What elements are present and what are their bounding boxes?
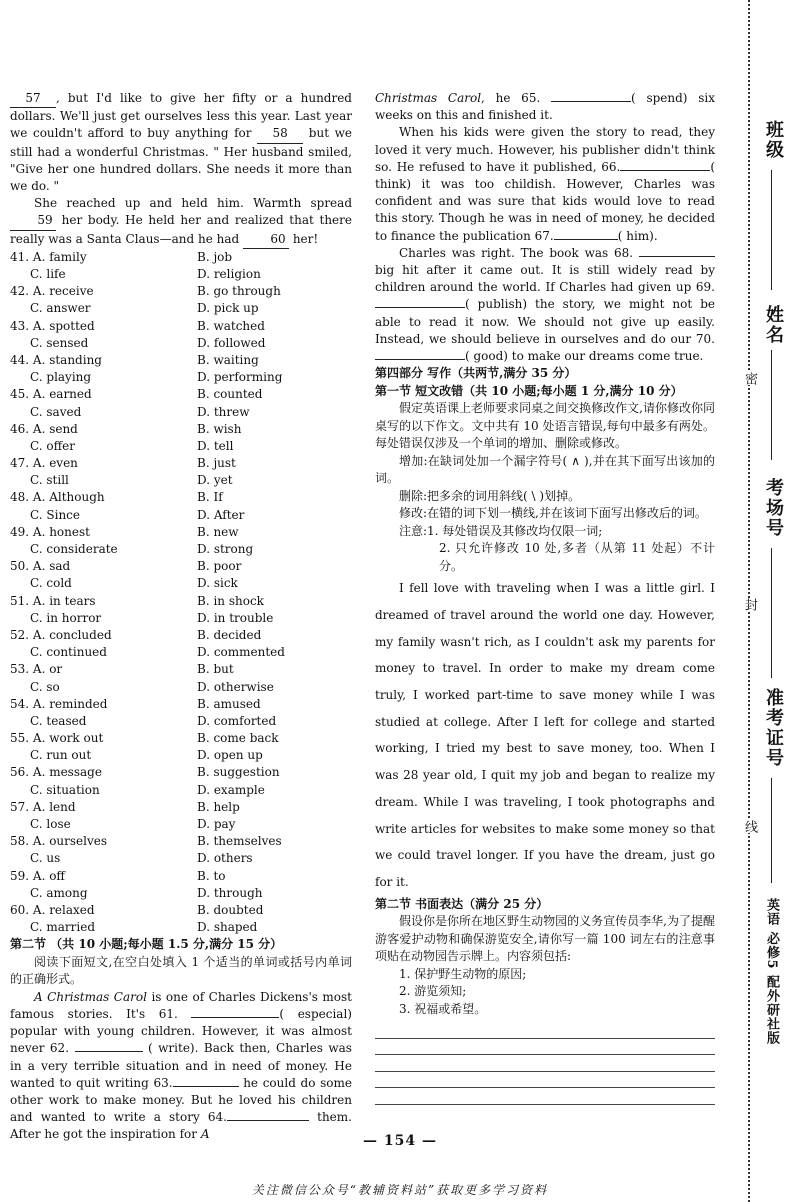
option-a[interactable]: C. life: [30, 267, 66, 282]
option-row: [10, 610, 352, 627]
option-a[interactable]: 48. A. Although: [10, 490, 105, 505]
rule-modify: 修改:在错的词下划一横线,并在该词下面写出修改后的词。: [399, 506, 707, 521]
option-row: [10, 747, 352, 764]
option-row: [10, 885, 352, 902]
option-row: [10, 266, 352, 283]
section2-heading: 第二节 （共 10 小题;每小题 1.5 分,满分 15 分）: [10, 937, 283, 952]
option-a[interactable]: C. considerate: [30, 542, 118, 557]
option-a[interactable]: C. still: [30, 473, 69, 488]
option-a[interactable]: C. continued: [30, 645, 107, 660]
option-row: [10, 782, 352, 799]
answer-line[interactable]: [375, 1088, 715, 1105]
option-a[interactable]: C. sensed: [30, 335, 89, 350]
option-b[interactable]: B. to: [197, 868, 226, 883]
option-row: [10, 489, 352, 506]
blank-68[interactable]: [639, 256, 715, 257]
option-a[interactable]: 52. A. concluded: [10, 627, 112, 642]
blank-60[interactable]: 60: [243, 231, 289, 249]
cloze-para2: When his kids were given the story to read, they loved it very much. However, his publisher didn't think so. He refused to have it published, 66. ( think) it was too childish. However, Charles was confident and was sure that kids would love to read this story. Though he was in need of money, he decided to finance the publication 67. ( him).: [375, 125, 715, 243]
blank-69[interactable]: [375, 307, 465, 308]
option-row: [10, 593, 352, 610]
option-b[interactable]: D. commented: [197, 645, 285, 660]
option-a[interactable]: 56. A. message: [10, 765, 102, 780]
option-row: [10, 713, 352, 730]
option-b[interactable]: D. in trouble: [197, 610, 274, 625]
right-column: [375, 90, 715, 1105]
writing-item-1: 1. 保护野生动物的原因;: [399, 966, 527, 981]
option-b[interactable]: D. comforted: [197, 713, 277, 728]
option-row: [10, 249, 352, 266]
option-b[interactable]: B. wish: [197, 421, 242, 436]
option-a[interactable]: 53. A. or: [10, 662, 63, 677]
section1-instructions: 假定英语课上老师要求同桌之间交换修改作文,请你修改你同桌写的以下作文。文中共有 10 处语言错误,每句中最多有两处。每处错误仅涉及一个单词的增加、删除或修改。: [375, 401, 715, 451]
option-row: [10, 799, 352, 816]
option-a[interactable]: C. lose: [30, 817, 71, 832]
option-a[interactable]: 41. A. family: [10, 249, 87, 264]
option-a[interactable]: 45. A. earned: [10, 387, 92, 402]
option-a[interactable]: 43. A. spotted: [10, 318, 95, 333]
option-row: [10, 524, 352, 541]
blank-66[interactable]: [620, 170, 710, 171]
option-row: [10, 764, 352, 781]
seal-mi: 密: [742, 372, 757, 385]
option-b[interactable]: D. pick up: [197, 301, 259, 316]
option-b[interactable]: D. After: [197, 507, 245, 522]
option-row: [10, 404, 352, 421]
blank-63[interactable]: [173, 1086, 239, 1087]
note-1: 注意:1. 每处错误及其修改均仅限一词;: [399, 523, 603, 538]
passage-end: 57 , but I'd like to give her fifty or a hundred dollars. We'll just get ourselves less this year. Last year we couldn't afford to buy anything for 58 but we still had a wonderful Christmas. " Her husband smiled, "Give her one hundred dollars. She needs it more than we do. ": [10, 91, 352, 194]
option-b[interactable]: D. pay: [197, 817, 236, 832]
option-row: [10, 541, 352, 558]
section2-instructions: 阅读下面短文,在空白处填入 1 个适当的单词或括号内单词的正确形式。: [10, 954, 352, 987]
option-a[interactable]: 46. A. send: [10, 421, 78, 436]
option-a[interactable]: 49. A. honest: [10, 524, 90, 539]
rule-delete: 删除:把多余的词用斜线( \ )划掉。: [399, 488, 581, 503]
option-b[interactable]: B. just: [197, 456, 236, 471]
answer-options: [10, 249, 352, 937]
option-b[interactable]: B. waiting: [197, 352, 259, 367]
option-a[interactable]: 54. A. reminded: [10, 696, 108, 711]
option-row: [10, 661, 352, 678]
option-row: [10, 318, 352, 335]
answer-line[interactable]: [375, 1039, 715, 1056]
option-row: [10, 507, 352, 524]
binding-margin: [726, 0, 800, 1202]
option-a[interactable]: 51. A. in tears: [10, 593, 96, 608]
option-row: [10, 816, 352, 833]
option-row: [10, 833, 352, 850]
option-b[interactable]: D. strong: [197, 542, 254, 557]
option-a[interactable]: C. saved: [30, 404, 82, 419]
option-a[interactable]: C. offer: [30, 438, 75, 453]
option-row: [10, 438, 352, 455]
option-b[interactable]: B. If: [197, 490, 223, 505]
error-correction-essay[interactable]: I fell love with traveling when I was a little girl. I dreamed of travel around the world one day. However, my family wasn't rich, as I couldn't ask my parents for money to travel. In order to make my dream come truly, I worked part-time to save money while I was studied at college. After I left for college and started working, I tried my best to save money, too. When I was 28 year old, I quit my job and began to realize my dream. While I was traveling, I took photographs and write articles for websites to make some money so that we could travel longer. If you have the dream, just go for it.: [375, 581, 715, 889]
option-b[interactable]: D. others: [197, 851, 253, 866]
writing-item-3: 3. 祝福或希望。: [399, 1001, 487, 1016]
option-row: [10, 300, 352, 317]
option-a[interactable]: C. situation: [30, 782, 100, 797]
option-a[interactable]: 42. A. receive: [10, 284, 94, 299]
option-b[interactable]: D. threw: [197, 404, 250, 419]
option-b[interactable]: B. but: [197, 662, 234, 677]
writing-prompt: 假设你是你所在地区野生动物园的义务宣传员李华,为了提醒游客爱护动物和确保游览安全,请你写一篇 100 词左右的注意事项贴在动物园告示牌上。内容须包括:: [375, 914, 715, 964]
option-b[interactable]: D. yet: [197, 473, 233, 488]
option-a[interactable]: 60. A. relaxed: [10, 902, 95, 917]
option-a[interactable]: C. cold: [30, 576, 72, 591]
option-b[interactable]: B. job: [197, 249, 233, 264]
option-a[interactable]: C. teased: [30, 713, 87, 728]
option-row: [10, 369, 352, 386]
option-b[interactable]: B. poor: [197, 559, 242, 574]
answer-line[interactable]: [375, 1055, 715, 1072]
blank-57[interactable]: 57: [10, 90, 56, 108]
option-a[interactable]: 55. A. work out: [10, 731, 104, 746]
answer-lines[interactable]: [375, 1022, 715, 1105]
section1-heading: 第一节 短文改错（共 10 小题;每小题 1 分,满分 10 分）: [375, 383, 683, 398]
blank-58[interactable]: 58: [257, 125, 303, 143]
blank-61[interactable]: [191, 1017, 279, 1018]
option-a[interactable]: C. us: [30, 851, 61, 866]
blank-59[interactable]: 59: [10, 212, 56, 230]
option-b[interactable]: D. performing: [197, 370, 283, 385]
cloze-passage: A Christmas Carol is one of Charles Dickens's most famous stories. It's 61. ( especial) popular with young children. However, it was almost never 62. ( write). Back then, Charles was in a very terrible situation and in need of money. He wanted to quit writing 63. he could do some other work to make money. But he loved his children and wanted to write a story 64. them. After he got the inspiration for A: [10, 989, 353, 1142]
option-b[interactable]: D. otherwise: [197, 679, 274, 694]
answer-line[interactable]: [375, 1072, 715, 1089]
footer-note: 关注微信公众号“教辅资料站”获取更多学习资料: [251, 1183, 549, 1197]
option-a[interactable]: C. answer: [30, 301, 91, 316]
option-b[interactable]: B. amused: [197, 696, 261, 711]
answer-line[interactable]: [375, 1022, 715, 1039]
option-a[interactable]: C. in horror: [30, 610, 102, 625]
room-label: 考场号: [763, 478, 784, 538]
blank-65[interactable]: [551, 101, 631, 102]
option-b[interactable]: D. religion: [197, 267, 261, 282]
section2-writing-heading: 第二节 书面表达（满分 25 分）: [375, 896, 549, 911]
option-a[interactable]: 58. A. ourselves: [10, 834, 108, 849]
blank-62[interactable]: [75, 1051, 109, 1052]
blank-64[interactable]: [227, 1120, 309, 1121]
option-b[interactable]: B. watched: [197, 318, 265, 333]
seal-xian: 线: [742, 820, 757, 833]
note-2: 2. 只允许修改 10 处,多者（从第 11 处起）不计分。: [439, 541, 715, 573]
option-row: [10, 850, 352, 867]
room-line[interactable]: [771, 548, 772, 678]
seal-feng: 封: [742, 598, 757, 611]
option-row: [10, 558, 352, 575]
option-a[interactable]: 50. A. sad: [10, 559, 71, 574]
cloze-para3: Charles was right. The book was 68. big hit after it came out. It is still widely read by children around the world. If Charles had given up 69. ( publish) the story, we might not be able to read it now. We should not give up easily. Instead, we should believe in ourselves and do our 70. ( good) to make our dreams come true.: [375, 245, 715, 364]
option-a[interactable]: C. among: [30, 885, 88, 900]
option-b[interactable]: D. followed: [197, 335, 266, 350]
option-row: [10, 575, 352, 592]
option-b[interactable]: B. go through: [197, 284, 281, 299]
option-b[interactable]: D. sick: [197, 576, 238, 591]
rule-add: 增加:在缺词处加一个漏字符号( ∧ ),并在其下面写出该加的词。: [375, 453, 715, 486]
option-row: [10, 730, 352, 747]
option-row: [10, 472, 352, 489]
option-a[interactable]: 57. A. lend: [10, 799, 76, 814]
option-row: [10, 421, 352, 438]
option-b[interactable]: B. decided: [197, 627, 262, 642]
option-row: [10, 902, 352, 919]
exam-id-line[interactable]: [771, 778, 772, 883]
left-column: [10, 90, 352, 1144]
option-a[interactable]: 47. A. even: [10, 456, 78, 471]
writing-item-2: 2. 游览须知;: [399, 984, 467, 999]
option-a[interactable]: 59. A. off: [10, 868, 65, 883]
option-row: [10, 919, 352, 936]
option-b[interactable]: B. themselves: [197, 834, 282, 849]
class-line[interactable]: [771, 170, 772, 290]
option-row: [10, 644, 352, 661]
blank-67[interactable]: [554, 239, 618, 240]
option-b[interactable]: B. in shock: [197, 593, 264, 608]
option-b[interactable]: D. shaped: [197, 920, 258, 935]
option-a[interactable]: C. playing: [30, 370, 92, 385]
part4-heading: 第四部分 写作（共两节,满分 35 分）: [375, 366, 577, 381]
name-label: 姓名: [763, 305, 784, 345]
option-row: [10, 335, 352, 352]
option-row: [10, 679, 352, 696]
option-a[interactable]: C. so: [30, 679, 60, 694]
name-line[interactable]: [771, 350, 772, 460]
option-row: [10, 455, 352, 472]
option-a[interactable]: C. married: [30, 920, 96, 935]
option-row: [10, 696, 352, 713]
option-row: [10, 352, 352, 369]
blank-70[interactable]: [375, 359, 465, 360]
option-row: [10, 283, 352, 300]
option-row: [10, 627, 352, 644]
option-b[interactable]: D. through: [197, 885, 263, 900]
option-b[interactable]: D. tell: [197, 438, 234, 453]
option-b[interactable]: D. open up: [197, 748, 263, 763]
option-b[interactable]: B. doubted: [197, 902, 264, 917]
page-number: — 154 —: [363, 1133, 437, 1149]
book-label: 英语 必修5 配外研社版: [764, 898, 779, 1046]
option-b[interactable]: B. suggestion: [197, 765, 280, 780]
blank-62-cont[interactable]: [109, 1051, 143, 1052]
class-label: 班级: [763, 120, 784, 160]
option-a[interactable]: C. run out: [30, 748, 92, 763]
option-b[interactable]: B. come back: [197, 731, 279, 746]
cloze-continued: Christmas Carol, he 65. ( spend) six weeks on this and finished it.: [375, 91, 716, 123]
option-b[interactable]: D. example: [197, 782, 265, 797]
exam-id-label: 准考证号: [763, 688, 784, 768]
option-b[interactable]: B. counted: [197, 387, 263, 402]
option-row: [10, 386, 352, 403]
option-a[interactable]: 44. A. standing: [10, 352, 102, 367]
passage-last-para: She reached up and held him. Warmth spread 59 her body. He held her and realized that there really was a Santa Claus—and he had 60 her!: [10, 195, 352, 249]
option-a[interactable]: C. Since: [30, 507, 80, 522]
option-row: [10, 868, 352, 885]
option-b[interactable]: B. help: [197, 799, 240, 814]
option-b[interactable]: B. new: [197, 524, 239, 539]
